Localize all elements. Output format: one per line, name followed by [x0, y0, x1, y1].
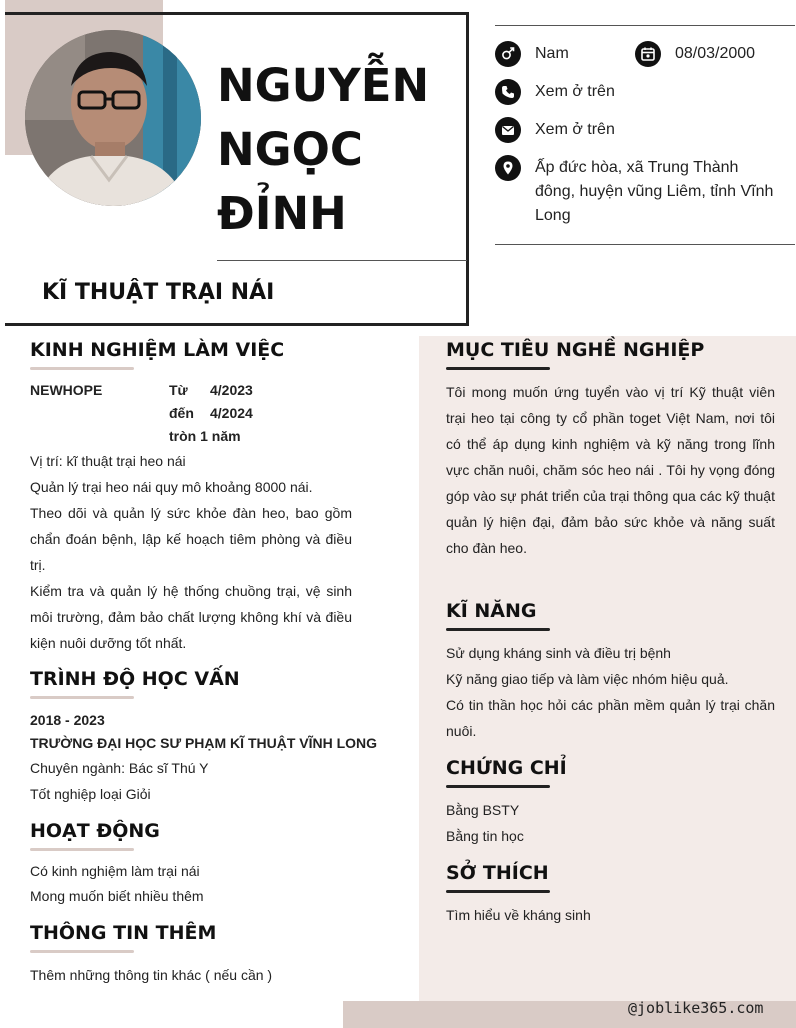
hobbies-title-underline	[446, 890, 550, 893]
address-value: Ấp đức hòa, xã Trung Thành đông, huyện vũng Liêm, tỉnh Vĩnh Long	[535, 159, 774, 224]
name-divider	[217, 260, 467, 261]
hobbies-section-title: SỞ THÍCH	[446, 862, 549, 884]
extra-title-underline	[30, 950, 134, 953]
contact-divider-top	[495, 25, 795, 26]
experience-duty-2: Theo dõi và quản lý sức khỏe đàn heo, bao gồm chẩn đoán bệnh, lập kế hoạch tiêm phòng và điều trị.	[30, 505, 352, 573]
extra-section-title: THÔNG TIN THÊM	[30, 922, 217, 944]
education-title-underline	[30, 696, 134, 699]
experience-section-title: KINH NGHIỆM LÀM VIỆC	[30, 339, 285, 361]
objective-text: Tôi mong muốn ứng tuyển vào vị trí Kỹ thuật viên trại heo tại công ty cổ phần toget Việt Nam, nơi tôi có thể áp dụng kinh nghiệm và kỹ năng trong lĩnh vực chăn nuôi, chăm sóc heo nái . Tôi hy vọng đóng góp vào sự phát triển của trại thông qua các kỹ thuật quản lý hiện đại, đảm bảo sức khỏe và năng suất cho đàn heo.	[446, 384, 775, 556]
skills-section-title: KĨ NĂNG	[446, 600, 537, 622]
calendar-icon	[635, 41, 661, 67]
experience-to-date: 4/2024	[210, 405, 253, 421]
certificates-item-2: Bằng tin học	[446, 828, 524, 844]
education-major: Chuyên ngành: Bác sĩ Thú Y	[30, 760, 209, 776]
experience-duration: tròn 1 năm	[169, 428, 241, 444]
certificates-title-underline	[446, 785, 550, 788]
experience-from-date: 4/2023	[210, 382, 253, 398]
experience-duty-1: Quản lý trại heo nái quy mô khoảng 8000 nái.	[30, 479, 313, 495]
gender-value: Nam	[535, 45, 569, 62]
gender-icon	[495, 41, 521, 67]
hobbies-item-1: Tìm hiểu về kháng sinh	[446, 907, 591, 923]
activities-item-1: Có kinh nghiệm làm trại nái	[30, 863, 200, 879]
email-value: Xem ở trên	[535, 121, 615, 138]
certificates-item-1: Bằng BSTY	[446, 802, 520, 818]
job-title: KĨ THUẬT TRẠI NÁI	[42, 280, 275, 305]
experience-duty-3: Kiểm tra và quản lý hệ thống chuồng trại, vệ sinh môi trường, đảm bảo chất lượng không khí và điều kiện nuôi dưỡng tốt nhất.	[30, 583, 352, 651]
avatar-photo-icon	[25, 30, 201, 206]
skills-item-2: Kỹ năng giao tiếp và làm việc nhóm hiệu quả.	[446, 671, 729, 687]
activities-section-title: HOẠT ĐỘNG	[30, 820, 160, 842]
skills-title-underline	[446, 628, 550, 631]
certificates-section-title: CHỨNG CHỈ	[446, 757, 567, 779]
objective-section-title: MỤC TIÊU NGHỀ NGHIỆP	[446, 339, 705, 361]
email-icon	[495, 117, 521, 143]
experience-position: Vị trí: kĩ thuật trại heo nái	[30, 453, 186, 469]
phone-value: Xem ở trên	[535, 83, 615, 100]
birthdate-value: 08/03/2000	[675, 45, 756, 62]
experience-title-underline	[30, 367, 134, 370]
education-school: TRƯỜNG ĐẠI HỌC SƯ PHẠM KĨ THUẬT VĨNH LONG	[30, 735, 378, 751]
extra-item-1: Thêm những thông tin khác ( nếu cần )	[30, 967, 273, 983]
contact-divider-bottom	[495, 244, 795, 245]
footer-watermark: @joblike365.com	[628, 999, 764, 1017]
skills-item-1: Sử dụng kháng sinh và điều trị bệnh	[446, 645, 671, 661]
experience-from-label: Từ	[169, 382, 188, 398]
candidate-name: NGUYỄN NGỌC ĐỈNH	[217, 59, 430, 240]
activities-item-2: Mong muốn biết nhiều thêm	[30, 888, 204, 904]
experience-to-label: đến	[169, 405, 194, 421]
education-grade: Tốt nghiệp loại Giỏi	[30, 786, 151, 802]
phone-icon	[495, 79, 521, 105]
skills-item-3: Có tin thần học hỏi các phần mềm quản lý trại chăn nuôi.	[446, 697, 775, 739]
avatar	[25, 30, 201, 206]
education-years: 2018 - 2023	[30, 712, 105, 728]
activities-title-underline	[30, 848, 134, 851]
location-icon	[495, 155, 521, 181]
objective-title-underline	[446, 367, 550, 370]
experience-company: NEWHOPE	[30, 382, 103, 398]
education-section-title: TRÌNH ĐỘ HỌC VẤN	[30, 668, 240, 690]
